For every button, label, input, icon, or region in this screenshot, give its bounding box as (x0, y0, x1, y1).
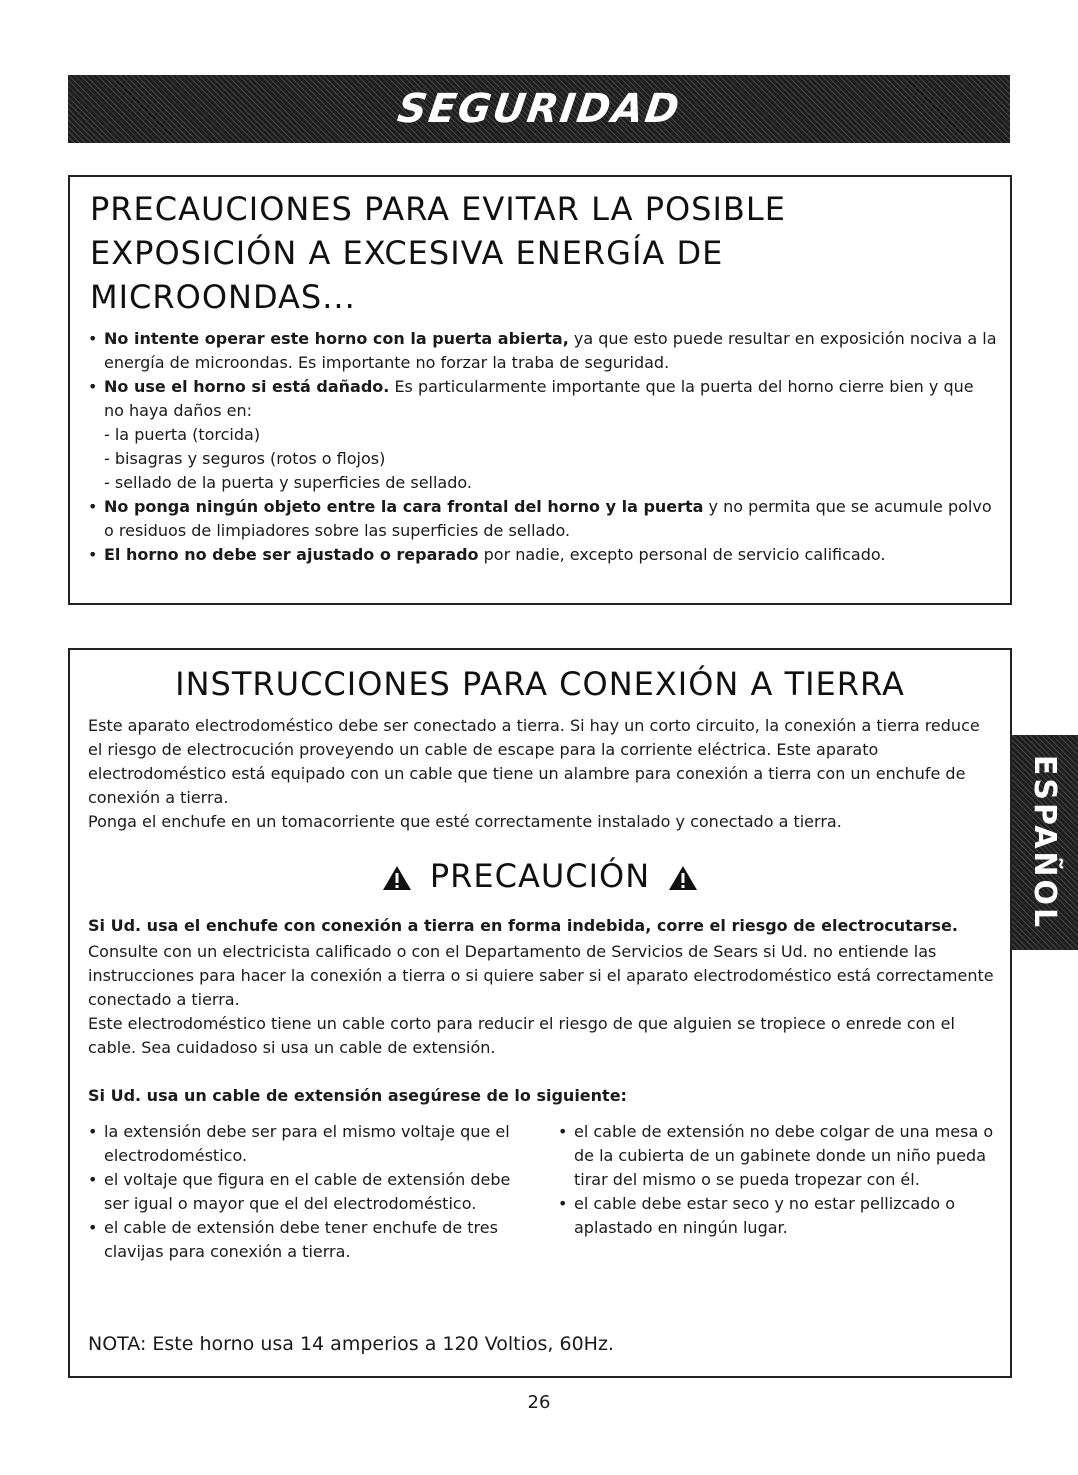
section1-title (90, 187, 970, 319)
extension-heading: Si Ud. usa un cable de extensión asegúrese de lo siguiente: (88, 1086, 627, 1105)
warning-bold: Si Ud. usa el enchufe con conexión a tierra en forma indebida, corre el riesgo de electrocutarse. (88, 916, 958, 935)
list-item: • No use el horno si está dañado. Es particularmente importante que la puerta del horno cierre bien y que no haya daños en: (88, 375, 998, 423)
grounding-instructions-box (68, 648, 1012, 1378)
caution-title: PRECAUCIÓN (429, 857, 651, 895)
list-item: • No ponga ningún objeto entre la cara frontal del horno y la puerta y no permita que se acumule polvo o residuos de limpiadores sobre las superficies de sellado. (88, 495, 998, 543)
extension-left-column (88, 1120, 528, 1264)
precautions-list (88, 327, 998, 567)
section1-title-line1: PRECAUCIONES PARA EVITAR LA POSIBLE (90, 190, 786, 228)
extension-cord-columns (88, 1120, 998, 1264)
short-cord-paragraph: Este electrodoméstico tiene un cable corto para reducir el riesgo de que alguien se tropiece o enrede con el cable. Sea cuidadoso si usa un cable de extensión. (88, 1014, 955, 1057)
grounding-paragraph: Este aparato electrodoméstico debe ser conectado a tierra. Si hay un corto circuito, la conexión a tierra reduce el riesgo de electrocución proveyendo un cable de escape para la corriente eléctrica. Este aparato electrodoméstico está equipado con un cable que tiene un alambre para conexión a tierra con un enchufe de conexión a tierra. (88, 716, 980, 807)
section1-title-line3: MICROONDAS... (90, 278, 356, 316)
sub-item: - sellado de la puerta y superficies de sellado. (104, 473, 472, 492)
caution-heading (70, 854, 1010, 898)
list-item: • el cable debe estar seco y no estar pellizcado o aplastado en ningún lugar. (558, 1192, 998, 1240)
list-item: • la extensión debe ser para el mismo voltaje que el electrodoméstico. (88, 1120, 528, 1168)
banner-title: SEGURIDAD (394, 86, 684, 132)
sub-item: - bisagras y seguros (rotos o flojos) (104, 449, 386, 468)
power-note: NOTA: Este horno usa 14 amperios a 120 Voltios, 60Hz. (88, 1333, 614, 1355)
section2-title: INSTRUCCIONES PARA CONEXIÓN A TIERRA (175, 665, 905, 703)
section1-title-line2: EXPOSICIÓN A EXCESIVA ENERGÍA DE (90, 234, 724, 272)
sub-item: - la puerta (torcida) (104, 425, 261, 444)
list-item: • No intente operar este horno con la puerta abierta, ya que esto puede resultar en exposición nociva a la energía de microondas. Es importante no forzar la traba de seguridad. (88, 327, 998, 375)
extension-right-column (558, 1120, 998, 1264)
warning-icon (382, 865, 412, 891)
section-banner (68, 75, 1010, 143)
list-item: • el cable de extensión debe tener enchufe de tres clavijas para conexión a tierra. (88, 1216, 528, 1264)
warning-icon (668, 865, 698, 891)
list-item: • el voltaje que figura en el cable de extensión debe ser igual o mayor que el del electrodoméstico. (88, 1168, 528, 1216)
list-item: • El horno no debe ser ajustado o reparado por nadie, excepto personal de servicio calificado. (88, 543, 998, 567)
page-number: 26 (527, 1392, 551, 1413)
list-item: • el cable de extensión no debe colgar de una mesa o de la cubierta de un gabinete donde un niño pueda tirar del mismo o se pueda tropezar con él. (558, 1120, 998, 1192)
language-tab (1012, 735, 1078, 950)
warning-text: Consulte con un electricista calificado o con el Departamento de Servicios de Sears si Ud. no entiende las instrucciones para hacer la conexión a tierra o si quiere saber si el aparato electrodoméstico está correctamente conectado a tierra. (88, 942, 994, 1009)
language-tab-label: ESPAÑOL (1027, 754, 1063, 931)
outlet-paragraph: Ponga el enchufe en un tomacorriente que esté correctamente instalado y conectado a tierra. (88, 812, 842, 831)
microwave-precautions-box (68, 175, 1012, 605)
